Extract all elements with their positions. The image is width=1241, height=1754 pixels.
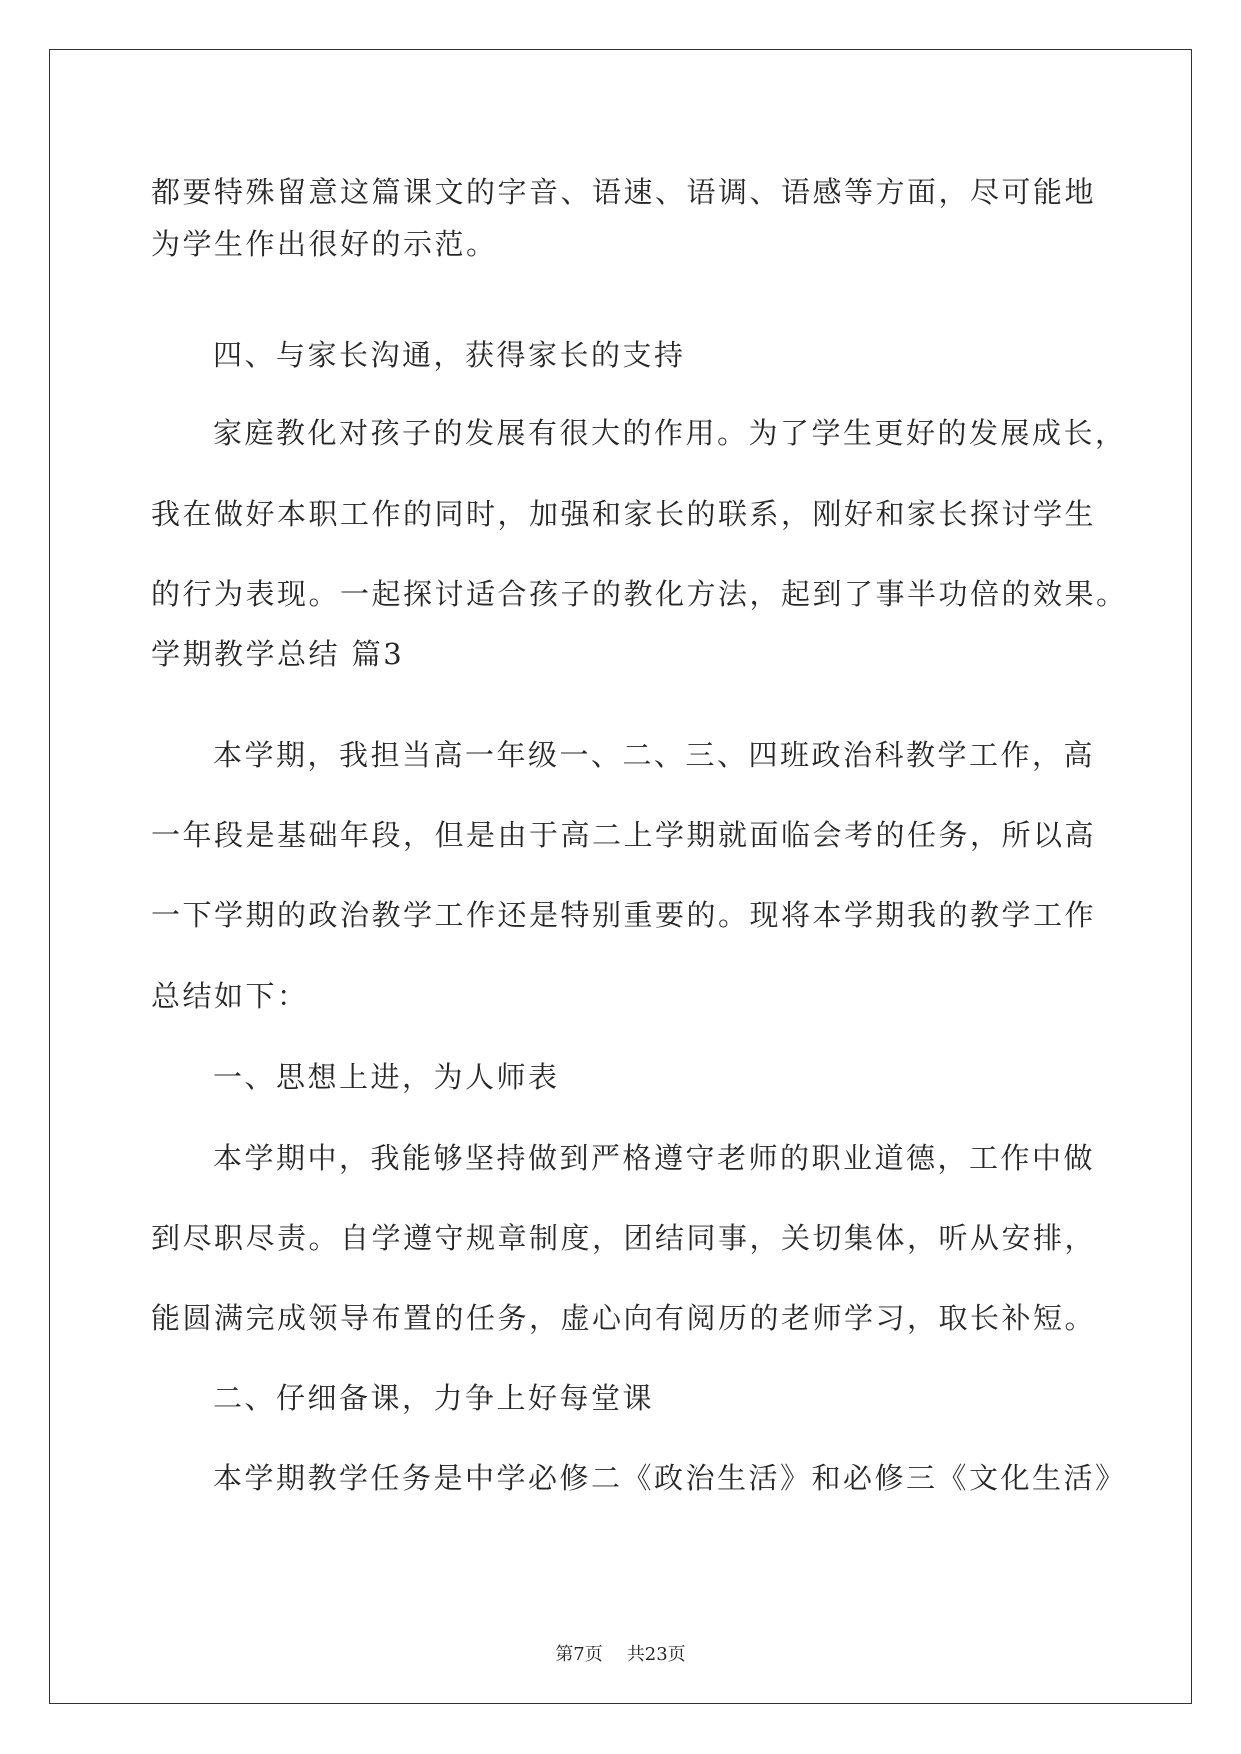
paragraph-line: 到尽职尽责。自学遵守规章制度，团结同事，关切集体，听从安排， bbox=[151, 1221, 1097, 1255]
paragraph-line: 本学期教学任务是中学必修二《政治生活》和必修三《文化生活》 bbox=[213, 1461, 1127, 1495]
paragraph-line: 能圆满完成领导布置的任务，虚心向有阅历的老师学习，取长补短。 bbox=[151, 1301, 1097, 1335]
paragraph-line: 家庭教化对孩子的发展有很大的作用。为了学生更好的发展成长， bbox=[213, 416, 1127, 450]
section-heading: 二、仔细备课，力争上好每堂课 bbox=[213, 1381, 655, 1415]
page-number: 第7页 bbox=[555, 1644, 603, 1665]
paragraph-line: 为学生作出很好的示范。 bbox=[151, 227, 498, 261]
page-footer bbox=[0, 1644, 1241, 1666]
paragraph-line: 都要特殊留意这篇课文的字音、语速、语调、语感等方面，尽可能地 bbox=[151, 175, 1097, 209]
paragraph-line: 我在做好本职工作的同时，加强和家长的联系，刚好和家长探讨学生 bbox=[151, 497, 1097, 531]
paragraph-line: 本学期中，我能够坚持做到严格遵守老师的职业道德，工作中做 bbox=[213, 1141, 1096, 1175]
total-pages: 共23页 bbox=[626, 1644, 686, 1665]
paragraph-line: 一下学期的政治教学工作还是特别重要的。现将本学期我的教学工作 bbox=[151, 898, 1097, 932]
document-title: 学期教学总结 篇3 bbox=[151, 637, 405, 671]
paragraph-line: 的行为表现。一起探讨适合孩子的教化方法，起到了事半功倍的效果。 bbox=[151, 577, 1128, 611]
paragraph-line: 一年段是基础年段，但是由于高二上学期就面临会考的任务，所以高 bbox=[151, 818, 1097, 852]
section-heading: 一、思想上进，为人师表 bbox=[213, 1060, 560, 1094]
paragraph-line: 本学期，我担当高一年级一、二、三、四班政治科教学工作，高 bbox=[213, 738, 1096, 772]
section-heading: 四、与家长沟通，获得家长的支持 bbox=[213, 338, 686, 372]
paragraph-line: 总结如下： bbox=[151, 979, 309, 1013]
page-border bbox=[49, 49, 1192, 1704]
